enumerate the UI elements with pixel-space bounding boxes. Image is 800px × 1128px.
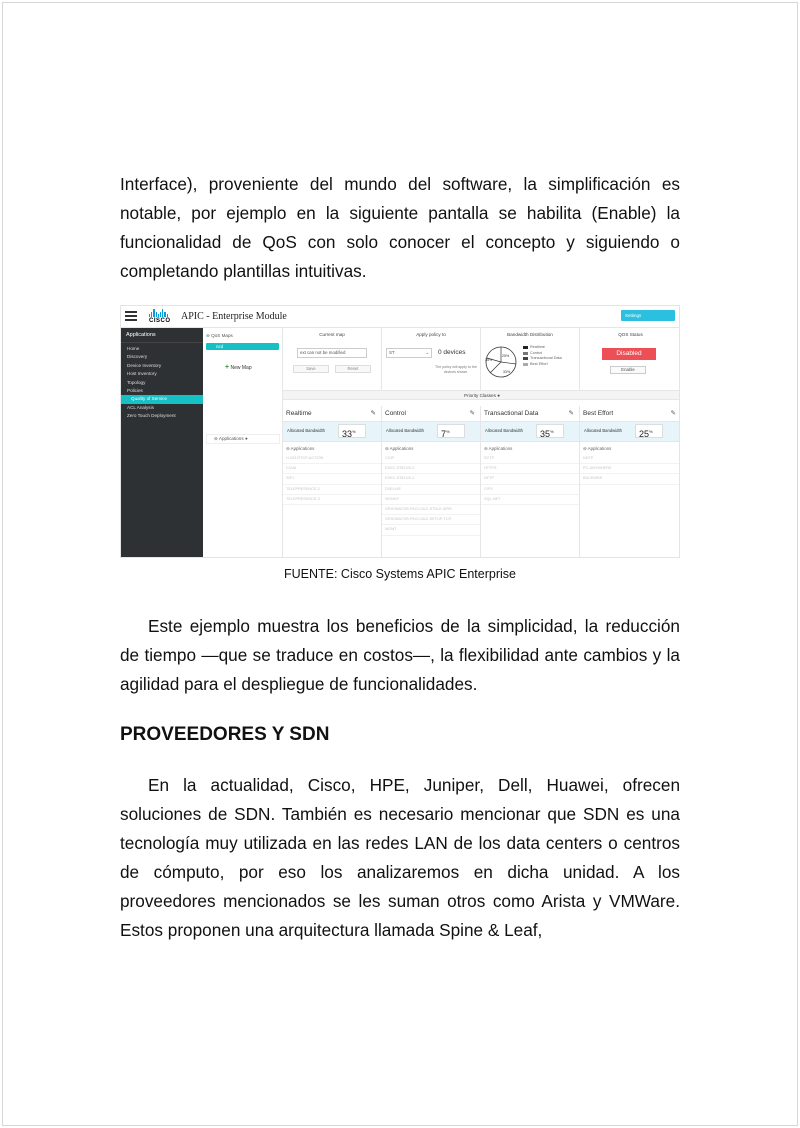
qos-status-badge: Disabled [602, 348, 656, 360]
device-count: 0 devices [438, 349, 466, 356]
policy-note: The policy will apply to the devices shown. [435, 365, 477, 374]
qos-status-col: QOS Status Disabled Enable [580, 328, 680, 390]
paragraph-2: Este ejemplo muestra los beneficios de la simplicidad, la reducción de tiempo —que se traduce en costos—, la flexibilidad ante cambios y la agilidad para el despliegue de funcionalidades. [120, 616, 680, 694]
current-map-col: Current map ext can not be modified Save Reset [283, 328, 382, 390]
app-topbar [121, 306, 680, 328]
sidebar-item-quality-of-service[interactable]: Quality of Service [121, 395, 203, 403]
chevron-down-icon: ⌄ [425, 350, 429, 355]
class-transactional-data: Transactional Data ✎ Allocated Bandwidth 35% ⊖ Applications SCTP HTTPS NFTP CIFS SQL-NET [481, 406, 580, 558]
current-map-field[interactable]: ext can not be modified [297, 348, 367, 358]
sidebar-item-policies[interactable]: Policies [127, 388, 143, 394]
list-item: PC-ANYWHERE [580, 464, 680, 474]
list-item: CIFS [481, 485, 579, 495]
sidebar-item-topology[interactable]: Topology [127, 379, 146, 385]
bandwidth-legend: Realtime Control Transactional Data Best Effort [523, 345, 562, 367]
paragraph-1: Interface), proveniente del mundo del software, la simplificación es notable, por ejemplo en la siguiente pantalla se habilita (Enable) la funcionalidad de QoS con solo conocer el concepto y siguiendo o completando plantillas intuitivas. [120, 174, 680, 281]
qos-maps-title[interactable]: ⊖ QoS Maps [206, 333, 233, 338]
list-item: ORIGINATOR-PKG-CACI-STDLE-5/RR [382, 505, 480, 515]
class-best-effort: Best Effort ✎ Allocated Bandwidth 25% ⊖ Applications NNTP PC-ANYWHERE BACKWEB [580, 406, 680, 558]
new-map-button[interactable]: + New Map [225, 364, 252, 371]
info-icon: ● [497, 393, 500, 398]
pie-label-1: 35% [485, 358, 493, 362]
pie-label-3: 33% [503, 370, 511, 374]
app-title: APIC - Enterprise Module [181, 311, 287, 322]
priority-classes-bar: Priority Classes ● [283, 390, 680, 400]
bandwidth-value: 7% [437, 424, 465, 438]
edit-pencil-icon[interactable]: ✎ [370, 410, 376, 417]
bandwidth-value: 35% [536, 424, 564, 438]
list-item: HTTPS [481, 464, 579, 474]
list-item: TELEPRESENCE-3 [283, 495, 381, 505]
applications-row[interactable]: ⊖ Applications ● [206, 434, 280, 444]
bandwidth-distribution-col: Bandwidth Distribution 35% 25% 33% Realtime Control Transactional Data Best Effort [481, 328, 580, 390]
device-select[interactable]: ST ⌄ [386, 348, 432, 358]
bandwidth-value: 25% [635, 424, 663, 438]
section-heading: PROVEEDORES Y SDN [120, 724, 330, 745]
list-item: TELEPRESENCE-2 [283, 485, 381, 495]
menu-icon[interactable] [125, 311, 137, 322]
pie-label-2: 25% [502, 354, 510, 358]
list-item: CUVA [283, 464, 381, 474]
reset-button[interactable]: Reset [335, 365, 371, 373]
figure-caption: FUENTE: Cisco Systems APIC Enterprise [283, 567, 516, 581]
qos-maps-panel [203, 328, 283, 558]
list-item: NFTP [481, 474, 579, 484]
sidebar-item-device-inventory[interactable]: Device Inventory [127, 362, 162, 368]
sidebar-header: Applications [121, 328, 203, 343]
sidebar-item-discovery[interactable]: Discovery [127, 354, 148, 360]
list-item: DXELIVE [382, 485, 480, 495]
bandwidth-pie-chart [484, 345, 518, 379]
list-item: SKINNY [382, 495, 480, 505]
apic-screenshot-figure [120, 305, 680, 558]
list-item: H.323-RTCP-ACTION [283, 454, 381, 464]
list-item: EXEC-STATUS-2 [382, 474, 480, 484]
plus-icon: + [225, 364, 230, 371]
sidebar-item-zero-touch[interactable]: Zero Touch Deployment [127, 413, 176, 419]
settings-button[interactable]: Settings [621, 310, 675, 321]
enable-button[interactable]: Enable [610, 366, 646, 374]
bandwidth-value: 33% [338, 424, 366, 438]
list-item: SQL-NET [481, 495, 579, 505]
edit-pencil-icon[interactable]: ✎ [670, 410, 676, 417]
list-item: NNTP [580, 454, 680, 464]
info-icon: ● [244, 436, 248, 441]
sidebar-item-home[interactable]: Home [127, 346, 140, 351]
sidebar-item-host-inventory[interactable]: Host Inventory [127, 371, 157, 377]
list-item: ORIGINATOR-PKG-CACI-SETUP-TCP- [382, 515, 480, 525]
policy-header-row [283, 328, 680, 390]
list-item: SCTP [481, 454, 579, 464]
class-realtime: Realtime ✎ Allocated Bandwidth 33% ⊖ Applications H.323-RTCP-ACTION CUVA SIP-I TELEPRESENCE-2 TELEPRESENCE-3 [283, 406, 382, 558]
list-item: BACKWEB [580, 474, 680, 484]
sidebar-item-acl-analysis[interactable]: ACL Analysis [127, 404, 154, 410]
paragraph-3: En la actualidad, Cisco, HPE, Juniper, Dell, Huawei, ofrecen soluciones de SDN. También es necesario mencionar que SDN es una tecnología muy utilizada en las redes LAN de los data centers o centros de cómputo, por eso los analizaremos en dicha unidad. A los proveedores mencionados se les suman otros como Arista y VMWare. Estos proponen una arquitectura llamada Spine & Leaf, [120, 775, 680, 940]
cisco-logo: CISCO [149, 309, 175, 326]
edit-pencil-icon[interactable]: ✎ [568, 410, 574, 417]
list-item: CCIP [382, 454, 480, 464]
sidebar [121, 328, 203, 558]
list-item: MGMT [382, 525, 480, 535]
class-control: Control ✎ Allocated Bandwidth 7% ⊖ Applications CCIP EXEC-STATUS-2 EXEC-STATUS-2 DXELIVE SKINNY ORIGINATOR-PKG-CACI-STDLE-5/RR ORIGINATOR-PKG-CACI-SETUP-TCP- MGMT [382, 406, 481, 558]
list-item: SIP-I [283, 474, 381, 484]
save-button[interactable]: Save [293, 365, 329, 373]
qos-map-item[interactable]: ncd [206, 343, 279, 350]
edit-pencil-icon[interactable]: ✎ [469, 410, 475, 417]
list-item: EXEC-STATUS-2 [382, 464, 480, 474]
apply-policy-col: Apply policy to ST ⌄ 0 devices The policy will apply to the devices shown. [382, 328, 481, 390]
